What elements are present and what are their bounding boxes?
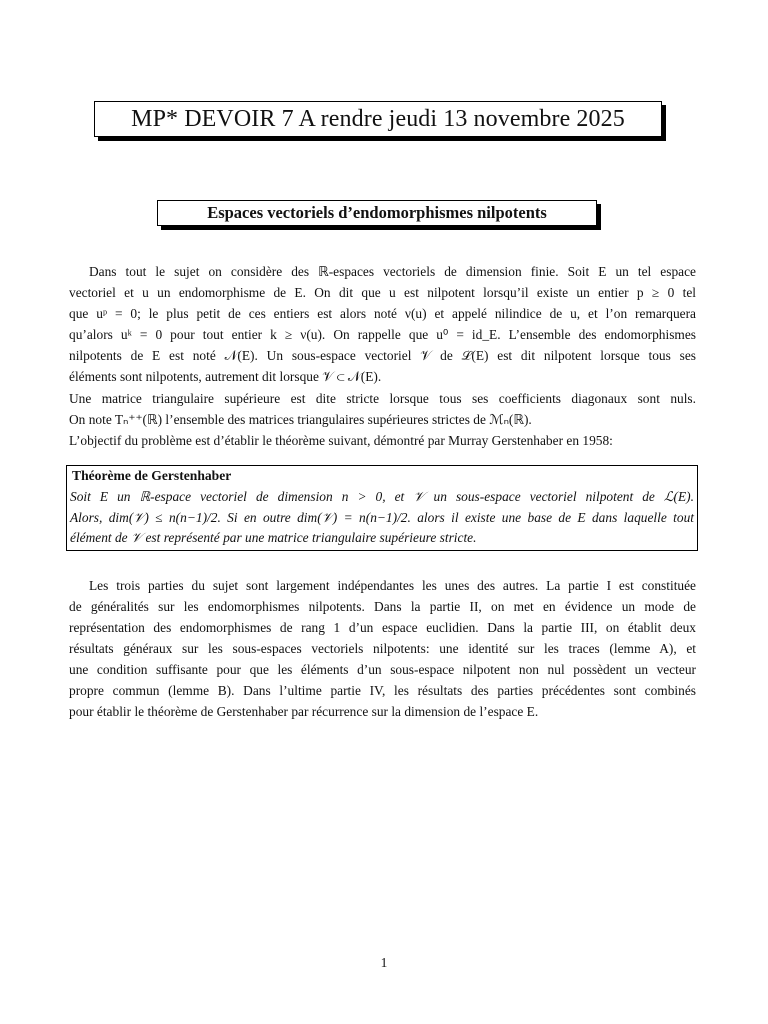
intro-line-2: vectoriel et u un endomorphisme de E. On dit que u est nilpotent lorsqu’il existe un entier p ≥ 0 tel xyxy=(69,285,696,300)
theorem-title: Théorème de Gerstenhaber xyxy=(72,468,232,483)
section-title: Espaces vectoriels d’endomorphismes nilpotents xyxy=(207,203,547,222)
parts-line-2: de généralités sur les endomorphismes nilpotents. Dans la partie II, on met en évidence un mode de xyxy=(69,599,696,614)
intro-line-5: nilpotents de E est noté 𝒩(E). Un sous-espace vectoriel 𝒱 de ℒ(E) est dit nilpotent lorsque tous ses xyxy=(69,348,696,363)
intro-line-7: Une matrice triangulaire supérieure est dite stricte lorsque tous ses coefficients diagonaux sont nuls. xyxy=(69,391,696,406)
theorem-box xyxy=(66,465,698,551)
page-number: 1 xyxy=(380,955,388,970)
theorem-line-1: Soit E un ℝ-espace vectoriel de dimension n > 0, et 𝒱 un sous-espace vectoriel nilpotent de ℒ(E). xyxy=(70,489,694,504)
parts-line-4: résultats généraux sur les sous-espaces vectoriels nilpotents: une identité sur les traces (lemme A), et xyxy=(69,641,696,656)
theorem-line-2: Alors, dim(𝒱) ≤ n(n−1)/2. Si en outre dim(𝒱) = n(n−1)/2. alors il existe une base de E dans laquelle tout xyxy=(70,510,694,525)
intro-line-8: On note Tₙ⁺⁺(ℝ) l’ensemble des matrices triangulaires supérieures strictes de ℳₙ(ℝ). xyxy=(69,412,532,427)
parts-line-1: Les trois parties du sujet sont largement indépendantes les unes des autres. La partie I est constituée xyxy=(89,578,696,593)
parts-line-6: propre commun (lemme B). Dans l’ultime partie IV, les résultats des parties précédentes sont combinés xyxy=(69,683,696,698)
theorem-line-3: élément de 𝒱 est représenté par une matrice triangulaire supérieure stricte. xyxy=(70,530,477,545)
intro-line-1: Dans tout le sujet on considère des ℝ-espaces vectoriels de dimension finie. Soit E un tel espace xyxy=(89,264,696,279)
title-box xyxy=(94,101,662,137)
parts-line-5: une condition suffisante pour que les éléments d’un sous-espace nilpotent non nul possèdent un vecteur xyxy=(69,662,696,677)
intro-line-6: éléments sont nilpotents, autrement dit lorsque 𝒱 ⊂ 𝒩(E). xyxy=(69,369,382,384)
intro-line-4: qu’alors uᵏ = 0 pour tout entier k ≥ ν(u). On rappelle que u⁰ = id_E. L’ensemble des endomorphismes xyxy=(69,327,696,342)
intro-line-9: L’objectif du problème est d’établir le théorème suivant, démontré par Murray Gerstenhaber en 1958: xyxy=(69,433,613,448)
parts-line-7: pour établir le théorème de Gerstenhaber par récurrence sur la dimension de l’espace E. xyxy=(69,704,539,719)
page-title: MP* DEVOIR 7 A rendre jeudi 13 novembre 2025 xyxy=(131,105,625,132)
parts-line-3: représentation des endomorphismes de rang 1 d’un espace euclidien. Dans la partie III, on établit deux xyxy=(69,620,696,635)
subtitle-box xyxy=(157,200,597,226)
intro-line-3: que uᵖ = 0; le plus petit de ces entiers est alors noté ν(u) et appelé nilindice de u, et l’on remarquera xyxy=(69,306,696,321)
